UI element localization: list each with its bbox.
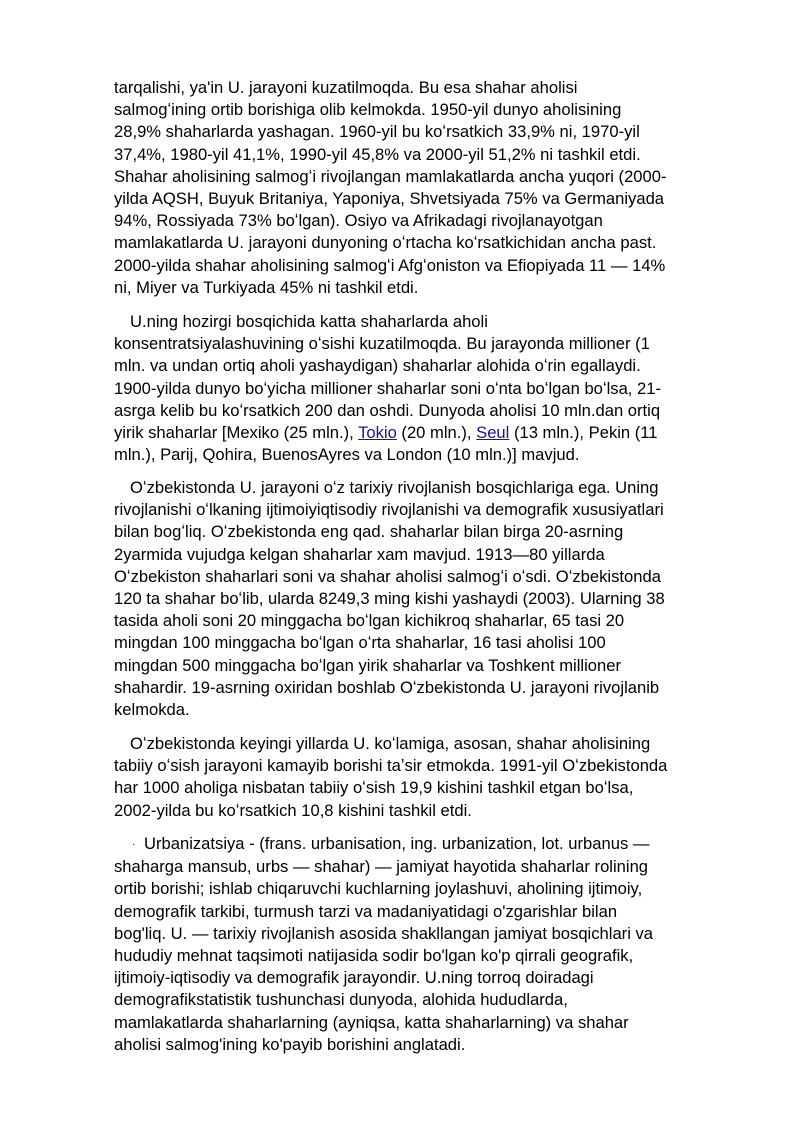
text-line: rivojlanishi oʻlkaning ijtimoiyiqtisodiy rivojlanishi va demografik xususiyatlari (114, 500, 664, 520)
seul-link[interactable]: Seul (476, 423, 510, 443)
text-line: asrga kelib bu koʻrsatkich 200 dan oshdi. Dunyoda aholisi 10 mln.dan ortiq (114, 400, 661, 420)
text-line: konsentratsiyalashuvining oʻsishi kuzatilmoqda. Bu jarayonda millioner (1 (114, 334, 650, 354)
text-line: demografikstatistik tushunchasi dunyoda, alohida hududlarda, (114, 990, 568, 1010)
text-line: 120 ta shahar boʻlib, ularda 8249,3 ming kishi yashaydi (2003). Ularning 38 (114, 589, 665, 609)
text-line: mamlakatlarda U. jarayoni dunyoning oʻrtacha koʻrsatkichidan ancha past. (114, 233, 657, 253)
text-line (114, 733, 746, 755)
text-line: shahardir. 19-asrning oxiridan boshlab Oʻzbekistonda U. jarayoni rivojlanib (114, 677, 660, 697)
text-line: mln.), Parij, Qohira, BuenosAyres va London (10 mln.)] mavjud. (114, 445, 580, 465)
text-line: mamlakatlarda shaharlarning (ayniqsa, katta shaharlarning) va shahar (114, 1012, 629, 1032)
text-line: mln. va undan ortiq aholi yashaydigan) shaharlar alohida oʻrin egallaydi. (114, 356, 641, 376)
text-span: yirik shaharlar [Mexiko (25 mln.), (114, 423, 359, 443)
paragraph-urbanization-definition (114, 833, 746, 1056)
paragraph-natural-growth (114, 733, 746, 822)
text-line (114, 422, 746, 444)
text-line: 28,9% shaharlarda yashagan. 1960-yil bu koʻrsatkich 33,9% ni, 1970-yil (114, 122, 640, 142)
text-line: salmogʻining ortib borishiga olib kelmokda. 1950-yil dunyo aholisining (114, 100, 622, 120)
text-line: 37,4%, 1980-yil 41,1%, 1990-yil 45,8% va 2000-yil 51,2% ni tashkil etdi. (114, 144, 641, 164)
text-line (114, 833, 746, 856)
text-line: ni, Miyer va Turkiyada 45% ni tashkil etdi. (114, 277, 419, 297)
bullet-dot: · (132, 839, 136, 850)
text-line: bilan bogʻliq. Oʻzbekistonda eng qad. shaharlar bilan birga 20-asrning (114, 522, 624, 542)
text-line: 94%, Rossiyada 73% boʻlgan). Osiyo va Afrikadagi rivojlanayotgan (114, 211, 603, 231)
text-line: tabiiy oʻsish jarayoni kamayib borishi taʼsir etmokda. 1991-yil Oʻzbekistonda (114, 756, 668, 776)
text-line (114, 477, 746, 499)
text-line: 2000-yilda shahar aholisining salmogʻi Afgʻoniston va Efiopiyada 11 — 14% (114, 255, 666, 275)
text-span: U.ning hozirgi bosqichida katta shaharlarda aholi (130, 312, 488, 331)
text-line: mingdan 100 minggacha boʻlgan oʻrta shaharlar, 16 tasi aholisi 100 (114, 633, 606, 653)
text-line: demografik tarkibi, turmush tarzi va madaniyatidagi o'zgarishlar bilan (114, 901, 618, 921)
text-span: Oʻzbekistonda keyingi yillarda U. koʻlamiga, asosan, shahar aholisining (130, 734, 651, 753)
text-line: 1900-yilda dunyo boʻyicha millioner shaharlar soni oʻnta boʻlgan boʻlsa, 21- (114, 378, 662, 398)
text-line: yilda AQSH, Buyuk Britaniya, Yaponiya, Shvetsiyada 75% va Germaniyada (114, 189, 665, 209)
text-line: Shahar aholisining salmogʻi rivojlangan mamlakatlarda ancha yuqori (2000- (114, 166, 667, 186)
text-span: Urbanizatsiya - (frans. urbanisation, ing. urbanization, lot. urbanus — (144, 834, 650, 853)
text-line: 2yarmida vujudga kelgan shaharlar xam mavjud. 1913—80 yillarda (114, 544, 605, 564)
text-line: hududiy mehnat taqsimoti natijasida sodir bo'lgan ko'p qirrali geografik, (114, 946, 634, 966)
text-line: bog'liq. U. — tarixiy rivojlanish asosida shakllangan jamiyat bosqichlari va (114, 923, 654, 943)
text-span: Oʻzbekistonda U. jarayoni oʻz tarixiy rivojlanish bosqichlariga ega. Uning (130, 478, 659, 497)
text-line: har 1000 aholiga nisbatan tabiiy oʻsish 19,9 kishini tashkil etgan boʻlsa, (114, 778, 634, 798)
text-line: tasida aholi soni 20 minggacha boʻlgan kichikroq shaharlar, 65 tasi 20 (114, 611, 625, 631)
text-line: tarqalishi, ya'in U. jarayoni kuzatilmoqda. Bu esa shahar aholisi (114, 78, 578, 97)
text-line: ortib borishi; ishlab chiqaruvchi kuchlarning joylashuvi, aholining ijtimoiy, (114, 879, 643, 899)
text-span: (13 mln.), Pekin (11 (509, 423, 658, 443)
text-line: kelmokda. (114, 700, 190, 720)
text-line: ijtimoiy-iqtisodiy va demografik jarayondir. U.ning torroq doiradagi (114, 968, 594, 988)
text-line: Oʻzbekiston shaharlari soni va shahar aholisi salmogʻi oʻsdi. Oʻzbekistonda (114, 566, 661, 586)
paragraph-uzbekistan-history (114, 477, 746, 721)
text-line: 2002-yilda bu koʻrsatkich 10,8 kishini tashkil etdi. (114, 800, 472, 820)
text-line (114, 311, 746, 333)
tokio-link[interactable]: Tokio (358, 423, 397, 443)
paragraph-urbanization-stats (114, 77, 746, 299)
text-line: mingdan 500 minggacha boʻlgan yirik shaharlar va Toshkent millioner (114, 655, 622, 675)
text-line: aholisi salmog'ining ko'payib borishini anglatadi. (114, 1034, 466, 1054)
text-span: (20 mln.), (396, 423, 477, 443)
paragraph-millionaire-cities (114, 311, 746, 466)
text-line: shaharga mansub, urbs — shahar) — jamiyat hayotida shaharlar rolining (114, 857, 649, 877)
